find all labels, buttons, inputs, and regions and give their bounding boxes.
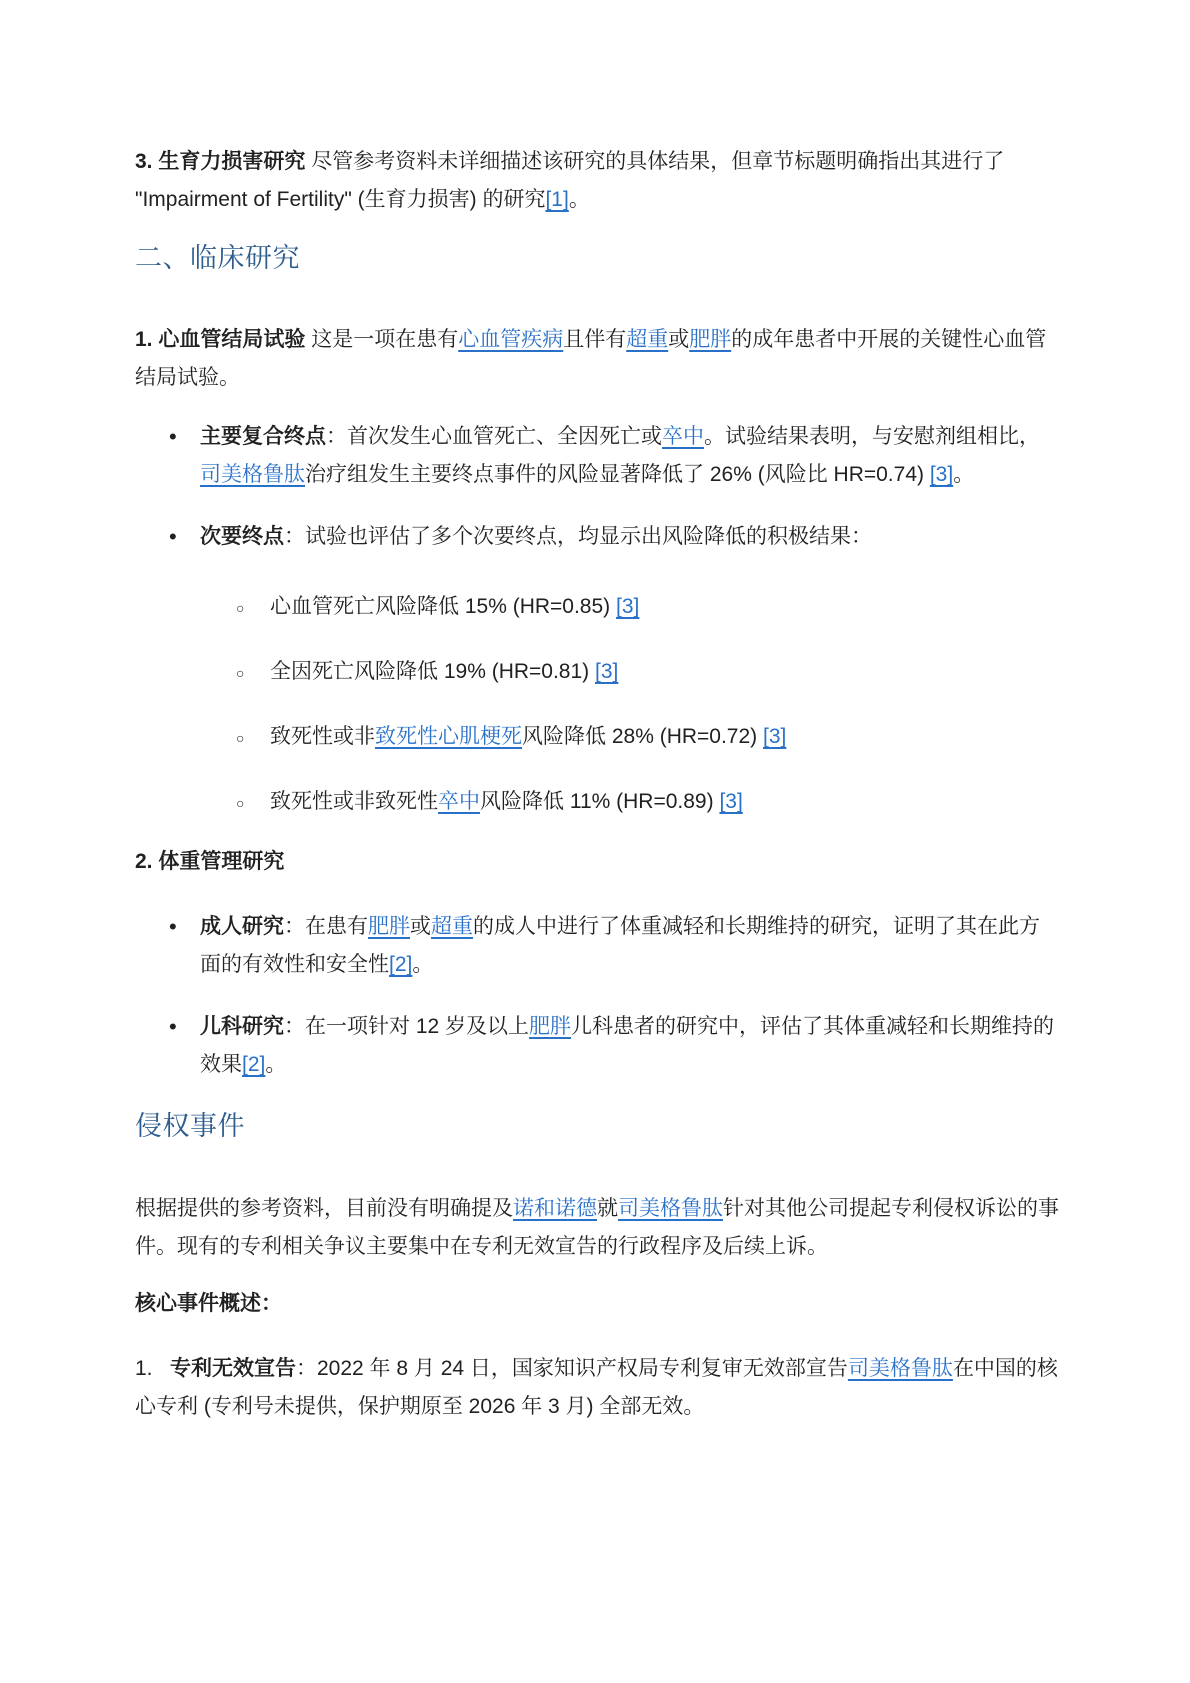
inline-link[interactable]: [3] <box>616 595 640 618</box>
secondary-endpoint-sublist <box>200 588 1060 821</box>
text-run: 就 <box>597 1197 618 1220</box>
paragraph-weight-management-title <box>135 843 1060 881</box>
bold-text: 1. 心血管结局试验 <box>135 328 306 351</box>
text-run: 或 <box>410 915 431 938</box>
text-run: ：在患有 <box>284 915 368 938</box>
inline-link[interactable]: 心血管疾病 <box>458 328 564 351</box>
item-number: 1. <box>135 1357 153 1380</box>
text-run: 风险降低 11% (HR=0.89) <box>480 790 720 813</box>
weight-management-bullet-list <box>135 908 1060 1084</box>
inline-link[interactable]: [3] <box>595 660 619 683</box>
list-item-pediatric-study <box>200 1008 1060 1084</box>
inline-link[interactable]: [1] <box>545 188 569 211</box>
text-run: 。 <box>265 1053 287 1076</box>
text-run: 的成人中进行了体重减轻和长期维持的研究，证明了其在此方面的有效性和安全性 <box>200 915 1040 976</box>
bold-text: 儿科研究 <box>200 1015 284 1038</box>
text-run: ：在一项针对 12 岁及以上 <box>284 1015 530 1038</box>
cv-trial-bullet-list <box>135 418 1060 821</box>
text-run: 这是一项在患有 <box>305 328 459 351</box>
inline-link[interactable]: 肥胖 <box>529 1015 572 1038</box>
list-item-all-cause-death-risk <box>270 653 1060 691</box>
bold-text: 3. 生育力损害研究 <box>135 150 306 173</box>
inline-link[interactable]: 司美格鲁肽 <box>200 463 305 486</box>
bold-text: 成人研究 <box>200 915 284 938</box>
bold-text: 专利无效宣告 <box>170 1357 296 1380</box>
section-heading-clinical-research: 二、临床研究 <box>135 243 300 273</box>
text-run: 根据提供的参考资料，目前没有明确提及 <box>135 1197 513 1220</box>
inline-link[interactable]: 超重 <box>626 328 669 351</box>
text-run: 致死性或非 <box>270 725 375 748</box>
text-run: 。 <box>412 953 434 976</box>
text-run: 心血管死亡风险降低 15% (HR=0.85) <box>270 595 616 618</box>
bold-text: 核心事件概述： <box>135 1292 282 1315</box>
text-run: 的成年患者中开展的关键性心血管结局试验。 <box>135 328 1047 389</box>
list-item-adult-study <box>200 908 1060 984</box>
inline-link[interactable]: 超重 <box>431 915 473 938</box>
text-run: 儿科患者的研究中，评估了其体重减轻和长期维持的效果 <box>200 1015 1055 1076</box>
text-run: ：2022 年 8 月 24 日，国家知识产权局专利复审无效部宣告 <box>296 1357 848 1380</box>
inline-link[interactable]: 诺和诺德 <box>513 1197 597 1220</box>
secondary-endpoint-text <box>200 525 872 548</box>
text-run: 。试验结果表明，与安慰剂组相比， <box>704 425 1040 448</box>
paragraph-infringement-overview <box>135 1190 1060 1266</box>
inline-link[interactable]: 卒中 <box>662 425 704 448</box>
inline-link[interactable]: [3] <box>719 790 743 813</box>
inline-link[interactable]: 肥胖 <box>689 328 732 351</box>
text-run: ：首次发生心血管死亡、全因死亡或 <box>326 425 662 448</box>
text-run: 。 <box>953 463 975 486</box>
text-run: 在中国的核心专利 (专利号未提供，保护期原至 2026 年 3 月) 全部无效。 <box>135 1357 1058 1418</box>
patent-invalidation-text <box>135 1357 1058 1418</box>
text-run: 或 <box>668 328 690 351</box>
inline-link[interactable]: [3] <box>929 463 954 486</box>
paragraph-fertility-study <box>135 143 1060 219</box>
list-item-cv-death-risk <box>270 588 1060 626</box>
list-item-secondary-endpoint <box>200 518 1060 821</box>
list-item-stroke-risk <box>270 783 1060 821</box>
bold-text: 2. 体重管理研究 <box>135 850 285 873</box>
inline-link[interactable]: 致死性心肌梗死 <box>375 725 522 748</box>
bold-text: 主要复合终点 <box>200 425 326 448</box>
text-run: 治疗组发生主要终点事件的风险显著降低了 26% (风险比 HR=0.74) <box>305 463 930 486</box>
section-heading-infringement: 侵权事件 <box>135 1111 245 1141</box>
text-run: 且伴有 <box>563 328 627 351</box>
paragraph-cv-outcome-trial <box>135 321 1060 397</box>
text-run: 致死性或非致死性 <box>270 790 438 813</box>
inline-link[interactable]: 司美格鲁肽 <box>618 1197 723 1220</box>
bold-text: 次要终点 <box>200 525 284 548</box>
inline-link[interactable]: 司美格鲁肽 <box>847 1357 953 1380</box>
list-item-mi-risk <box>270 718 1060 756</box>
numbered-item-patent-invalidation <box>135 1350 1060 1426</box>
list-item-primary-endpoint <box>200 418 1060 494</box>
text-run: 全因死亡风险降低 19% (HR=0.81) <box>270 660 595 683</box>
text-run: 尽管参考资料未详细描述该研究的具体结果，但章节标题明确指出其进行了 "Impairment of Fertility" (生育力损害) 的研究 <box>135 150 1005 211</box>
inline-link[interactable]: [2] <box>242 1053 266 1076</box>
text-run: 针对其他公司提起专利侵权诉讼的事件。现有的专利相关争议主要集中在专利无效宣告的行政程序及后续上诉。 <box>135 1197 1059 1258</box>
inline-link[interactable]: [2] <box>389 953 413 976</box>
inline-link[interactable]: [3] <box>763 725 787 748</box>
text-run: ：试验也评估了多个次要终点，均显示出风险降低的积极结果： <box>284 525 872 548</box>
text-run: 。 <box>568 188 590 211</box>
text-run: 风险降低 28% (HR=0.72) <box>522 725 763 748</box>
paragraph-core-events-label <box>135 1285 1060 1323</box>
inline-link[interactable]: 肥胖 <box>368 915 410 938</box>
inline-link[interactable]: 卒中 <box>438 790 480 813</box>
